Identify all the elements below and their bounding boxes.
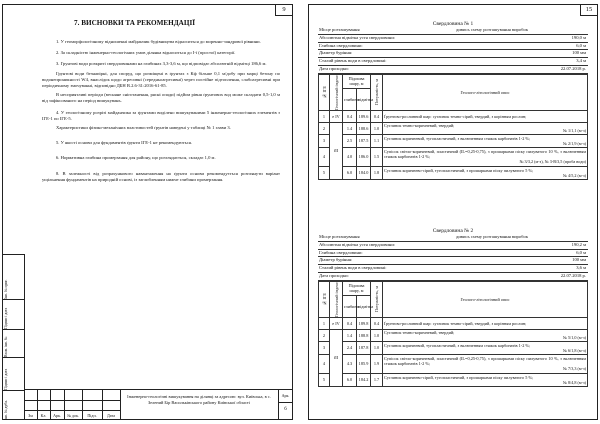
right-page [308,4,598,420]
stamp-col-sign: Підп. [87,413,97,418]
margin-cell-sign-2: Підпис і дата [2,357,24,390]
col-layer-base-header: Підошва шару, м [343,281,371,295]
col-age-header: Геологічний індекс [330,74,343,110]
paragraph-3: 3. Грунтові води розкриті свердловинами на глибинах 3,3-3,6 м, що відповідає абсолютній відмітці 186,6 м. [56,61,267,67]
table-row: 3 2.4 187.8 1.0 Суглинок коричневий, тугопластичний, з включенням стяжок карбонатів 1-2 %; № 6/1,8 (м-з) [319,341,588,354]
table-row: 3 2.5 187.5 1.1 Суглинок коричневий, тугопластичний, з включенням стяжок карбонатів 1-2 %; № 2/1,9 (м-з) [319,134,588,147]
borehole-1-title: Свердловина № 1 [432,21,474,27]
borehole-1-elevation: Абсолютна відмітка устя свердловини: 190,0 м [318,35,588,43]
right-page-number: 15 [580,5,597,16]
borehole-2-title: Свердловина № 2 [432,228,474,234]
stamp-col-zm: Зм [28,413,33,418]
paragraph-2: 2. За складністю інженерно-геологічних умов ділянка відноситься до І-ї (простої) категорії. [56,50,236,56]
stamp-col-doc: № док. [67,413,79,418]
table-row: 5 6.0 184.0 1.8 Суглинок коричнево-сірий, тугопластичний, з прошарками піску пилуватого 5 %; № 4/5,2 (м-з) [319,166,588,179]
stamp-col-ark: Арк. [53,413,61,418]
col-thickness-header: Потужність, м [371,281,383,317]
conclusions-text [42,39,280,183]
paragraph-7: Характеристики фізико-механічних властивостей ґрунтів наведені у таблиці № 1 глави 3. [56,125,231,131]
borehole-1-water-level: Сталий рівень води в свердловині: 3,4 м [318,58,588,66]
left-margin-table [2,254,25,420]
col-description-header: Геолого-літологічний опис [383,74,588,110]
col-ige-header: № ІГЕ [319,281,330,317]
borehole-1-diameter: Діаметр буріння: 100 мм [318,50,588,58]
borehole-2-location: Місце розташування дивись схему розташування виробок [318,234,588,242]
conclusions-title: 7. ВИСНОВКИ ТА РЕКОМЕНДАЦІЇ [74,19,196,27]
borehole-1-depth: Глибина свердловини: 6,0 м [318,43,588,51]
borehole-2-water-level: Сталий рівень води в свердловині: 3,6 м [318,265,588,273]
table-row: 4 4.0 186.0 1.5 Супісок світло-коричневий, пластичний (IL=0,25-0,75), з прошарками піску пилуватого 10 %, з включенням стяжок карбонатів 1-2 %; № 3/3,2 (м-з), № 3-В/3,5 (проба води) [319,147,588,166]
paragraph-10: 8. В залежності від розрахункового навантаження на ґрунти основи рекомендується розглянути варіант ущільнення фундаментів на природній основі, із заглибленням нижче глибини промерзання. [42,170,280,182]
col-layer-base-header: Підошва шару, м [343,74,371,88]
borehole-1-log-table [318,74,588,180]
margin-cell-sign-1: Підпис і дата [2,299,24,329]
table-row: 2 fII 1.4 188.6 1.0 Суглинок темно-коричневий, твердий; № 1/1,1 (м-з) [319,122,588,134]
borehole-1-location: Місце розташування дивись схему розташування виробок [318,27,588,35]
borehole-2-log-table [318,281,588,387]
borehole-1-date: Дата проходки: 22.07.2018 р. [318,66,588,74]
margin-cell-inv-orig: Інв. № ориг. [2,254,24,299]
col-elevation-header: відмітка [357,296,371,318]
paragraph-5: В несприятливі періоди (весняне сніготанення, рясні опади) підйом рівня ґрунтових вод може складати 0,5-1,0 м від зафіксованого на період вишукувань. [42,92,280,104]
paragraph-4: Грунтові води безнапірні, для споруд, що розміщені в ґрунтах з Кф більше 0,1 м/добу при марці бетону по водонепроникності W4, внаслідок щодо агресивні (середньоагресивні) через постійне підтоплення, слабоагресивні при періодичному змочуванні, відповідно ДБН В.2.6-31:2016-61-85. [42,70,280,89]
title-block-stamp [24,389,293,420]
col-depth-header: глибина [343,89,357,111]
paragraph-1: 1. У геоморфологічному відношенні майданчик будівництва відноситься до моренно-зандрової рівнини. [56,39,261,44]
table-row: 1 e IV 0.4 189.6 0.4 Ґрунтово-рослинний шар: суглинок темно-сірий, твердий, з корінням рослин; [319,110,588,122]
paragraph-6: 4. У геологічному розрізі майданчика за ґрунтами виділено вишукуваними 5 інженерно-геологічних елементів з ІГЕ-1 по ІГЕ-5. [42,109,280,121]
margin-cell-replace: Взам. інв. № [2,329,24,357]
col-elevation-header: відмітка [357,89,371,111]
table-row: 5 6.0 184.2 1.7 Суглинок коричнево-сірий, тугопластичний, з прошарками піску пилуватого 5 %; № 8/4,8 (м-з) [319,373,588,386]
borehole-1 [318,21,588,180]
col-age-header: Геологічний індекс [330,281,343,317]
stamp-sheet-label: Арк. [281,393,290,398]
borehole-2-depth: Глибина свердловини: 6,0 м [318,250,588,258]
stamp-sheet-number: 6 [284,407,287,412]
borehole-2-diameter: Діаметр буріння: 100 мм [318,257,588,265]
col-description-header: Геолого-літологічний опис [383,281,588,317]
col-thickness-header: Потужність, м [371,74,383,110]
table-row: 1 e IV 0.4 189.8 0.4 Ґрунтово-рослинний шар: суглинок темно-сірий, твердий, з корінням рослин; [319,317,588,329]
col-depth-header: глибина [343,296,357,318]
stamp-col-kl: Кл. [40,413,47,418]
margin-cell-inv-dup: Інв. № дубл. [2,390,24,420]
col-ige-header: № ІГЕ [319,74,330,110]
table-row: 4 4.3 185.9 1.9 Супісок світло-коричневий, пластичний (IL=0,25-0,75), з прошарками піску пилуватого 10 %, з включенням стяжок карбонатів 1-2 %; № 7/3,3 (м-з) [319,354,588,373]
left-page-number: 9 [275,5,292,16]
stamp-description: Інженерно-геологічні вишукування на ділянці за адресою: вул. Київська, в с. Зелений Бір Васильківського району Київської області [127,394,271,405]
paragraph-9: 6. Нормативна глибина промерзання для району, що розглядається, складає 1,0 м. [56,155,216,161]
borehole-2-elevation: Абсолютна відмітка устя свердловини: 190,2 м [318,242,588,250]
stamp-col-date: Дата [107,413,115,418]
borehole-2-date: Дата проходки: 22.07.2018 р. [318,273,588,281]
table-row: 2 fII 1.4 188.8 1.0 Суглинок темно-коричневий, твердий; № 5/1,0 (м-з) [319,329,588,341]
left-page [2,4,293,420]
borehole-2 [318,228,588,387]
paragraph-8: 5. У якості основи для фундаментів ґрунти ІГЕ-1 не рекомендуються. [56,140,193,146]
